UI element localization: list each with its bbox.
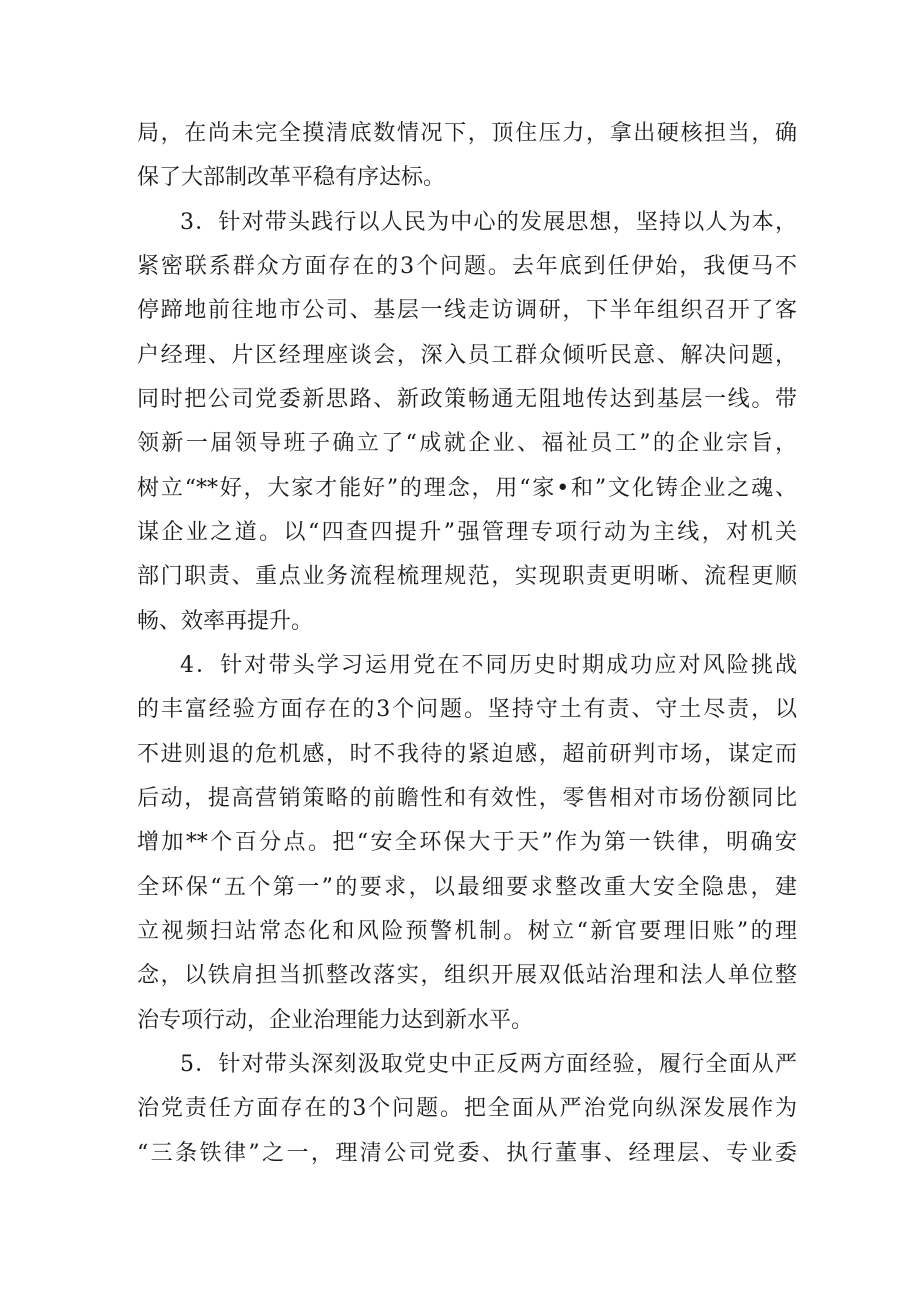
paragraph-3-line-4: 户经理、片区经理座谈会，深入员工群众倾听民意、解决问题， <box>137 343 797 368</box>
paragraph-4-line-9: 治专项行动，企业治理能力达到新水平。 <box>137 1008 534 1033</box>
paragraph-3-line-9: 部门职责、重点业务流程梳理规范，实现职责更明晰、流程更顺 <box>137 564 797 589</box>
paragraph-4-line-6: 全环保“五个第一”的要求，以最细要求整改重大安全隐患，建 <box>137 875 797 900</box>
paragraph-4-line-1: 4．针对带头学习运用党在不同历史时期成功应对风险挑战 <box>180 653 797 678</box>
paragraph-5-line-2: 治党责任方面存在的3个问题。把全面从严治党向纵深发展作为 <box>137 1096 797 1121</box>
paragraph-3-line-2: 紧密联系群众方面存在的3个问题。去年底到任伊始，我便马不 <box>137 254 797 279</box>
paragraph-4-line-4: 后动，提高营销策略的前瞻性和有效性，零售相对市场份额同比 <box>137 786 797 811</box>
paragraph-3-line-6: 领新一届领导班子确立了“成就企业、福祉员工”的企业宗旨， <box>137 431 797 456</box>
paragraph-3-line-10: 畅、效率再提升。 <box>137 609 314 634</box>
paragraph-5-line-1: 5．针对带头深刻汲取党史中正反两方面经验，履行全面从严 <box>180 1052 797 1077</box>
paragraph-4-line-3: 不进则退的危机感，时不我待的紧迫感，超前研判市场，谋定而 <box>137 742 797 767</box>
paragraph-3-line-7: 树立“**好，大家才能好”的理念，用“家•和”文化铸企业之魂、 <box>137 476 797 501</box>
paragraph-3-line-8: 谋企业之道。以“四查四提升”强管理专项行动为主线，对机关 <box>137 520 797 545</box>
paragraph-4-line-8: 念，以铁肩担当抓整改落实，组织开展双低站治理和法人单位整 <box>137 963 797 988</box>
paragraph-3-line-5: 同时把公司党委新思路、新政策畅通无阻地传达到基层一线。带 <box>137 387 797 412</box>
paragraph-4-line-2: 的丰富经验方面存在的3个问题。坚持守土有责、守土尽责，以 <box>137 697 797 722</box>
paragraph-4-line-5: 增加**个百分点。把“安全环保大于天”作为第一铁律，明确安 <box>137 830 797 855</box>
paragraph-1-line-1: 局，在尚未完全摸清底数情况下，顶住压力，拿出硬核担当，确 <box>137 121 797 146</box>
paragraph-4-line-7: 立视频扫站常态化和风险预警机制。树立“新官要理旧账”的理 <box>137 919 797 944</box>
paragraph-5-line-3: “三条铁律”之一，理清公司党委、执行董事、经理层、专业委 <box>137 1141 797 1166</box>
paragraph-3-line-1: 3．针对带头践行以人民为中心的发展思想，坚持以人为本， <box>180 210 797 235</box>
paragraph-3-line-3: 停蹄地前往地市公司、基层一线走访调研，下半年组织召开了客 <box>137 298 797 323</box>
paragraph-1-line-2: 保了大部制改革平稳有序达标。 <box>137 165 446 190</box>
